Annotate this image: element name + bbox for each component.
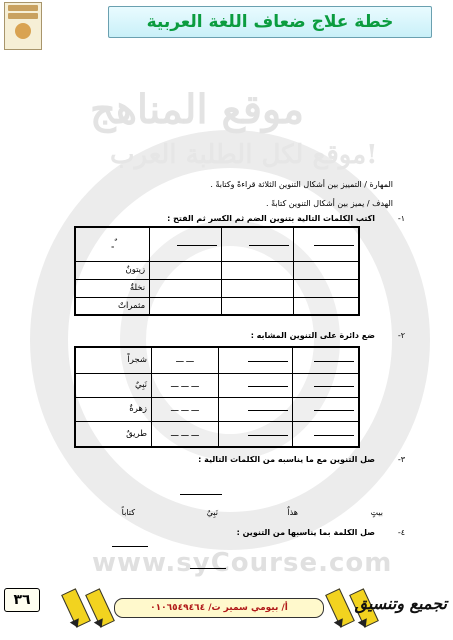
table-row bbox=[75, 347, 359, 373]
q3-word: نَبِيٌ bbox=[206, 508, 218, 517]
q4-prompt: صل الكلمة بما يناسبها من التنوين : bbox=[236, 528, 375, 537]
q1-word: نخلةٌ bbox=[75, 279, 150, 297]
watermark-ring bbox=[30, 130, 430, 550]
watermark-url: www.syCourse.com bbox=[92, 548, 393, 578]
q2-dots: ـــ ـــ bbox=[152, 347, 219, 373]
q2-dots: ـــ ـــ ـــ bbox=[152, 421, 219, 447]
answer-blank[interactable] bbox=[248, 409, 288, 411]
q4-number: ٤- bbox=[397, 528, 405, 537]
answer-blank[interactable] bbox=[314, 434, 354, 436]
q1-word: زيتونٌ bbox=[75, 261, 150, 279]
table-row bbox=[75, 421, 359, 447]
answer-blank[interactable] bbox=[314, 244, 354, 246]
author-badge bbox=[114, 598, 324, 618]
skill-text: المهارة / التمييز بين أشكال التنوين الثلاثة قراءةً وكتابةً . bbox=[210, 180, 393, 189]
q2-word: شجراً bbox=[75, 347, 152, 373]
answer-blank[interactable] bbox=[248, 434, 288, 436]
logo bbox=[4, 2, 42, 50]
q4-answer-line[interactable] bbox=[112, 546, 148, 547]
answer-blank[interactable] bbox=[248, 385, 288, 387]
q1-number: ١- bbox=[397, 214, 405, 223]
answer-blank[interactable] bbox=[249, 244, 289, 246]
q2-word: طريقٌ bbox=[75, 421, 152, 447]
table-row bbox=[75, 261, 359, 279]
q2-prompt: ضع دائرة على التنوين المشابه : bbox=[250, 331, 375, 340]
answer-blank[interactable] bbox=[314, 385, 354, 387]
page-header bbox=[108, 6, 432, 38]
pencil-icon bbox=[326, 590, 352, 630]
q3-prompt: صل التنوين مع ما يناسبه من الكلمات التالية : bbox=[198, 455, 375, 464]
q1-answer-cell[interactable] bbox=[150, 227, 222, 261]
q1-answer-cell[interactable] bbox=[222, 227, 294, 261]
q2-word: نَبِيٌ bbox=[75, 373, 152, 397]
q1-header-cell bbox=[75, 227, 150, 261]
table-row bbox=[75, 297, 359, 315]
table-row bbox=[75, 373, 359, 397]
goal-text: الهدف / يميز بين أشكال التنوين كتابةً . bbox=[266, 199, 393, 208]
q2-dots: ـــ ـــ ـــ bbox=[152, 397, 219, 421]
q1-word: مثمراتٌ bbox=[75, 297, 150, 315]
q1-header-marks: ٌ ٍ bbox=[111, 239, 114, 250]
pencil-icon bbox=[62, 590, 88, 630]
mascot-icon bbox=[15, 23, 31, 39]
table-row bbox=[75, 279, 359, 297]
pencil-icon bbox=[86, 590, 112, 630]
page-number: ٣٦ bbox=[4, 588, 40, 612]
q1-answer-cell[interactable] bbox=[294, 227, 359, 261]
table-row bbox=[75, 397, 359, 421]
watermark-title: موقع المناهج bbox=[90, 86, 305, 133]
q3-word: بيتٍ bbox=[370, 508, 383, 517]
watermark-subtitle: موقع لكل الطلبة العرب! bbox=[110, 140, 378, 170]
q3-word: هذاٌ bbox=[287, 508, 298, 517]
q2-table bbox=[74, 346, 360, 448]
page-title: خطة علاج ضعاف اللغة العربية bbox=[146, 12, 394, 32]
answer-blank[interactable] bbox=[177, 244, 217, 246]
q3-number: ٣- bbox=[397, 455, 405, 464]
answer-blank[interactable] bbox=[314, 409, 354, 411]
q4-answer-line[interactable] bbox=[190, 568, 226, 569]
q3-answer-line[interactable] bbox=[180, 494, 222, 495]
answer-blank[interactable] bbox=[248, 360, 288, 362]
footer-tagline: تجميع وتنسيق bbox=[354, 594, 447, 613]
answer-blank[interactable] bbox=[314, 360, 354, 362]
q3-word: كتاباً bbox=[121, 508, 135, 517]
q2-number: ٢- bbox=[397, 331, 405, 340]
q2-word: زهرةٌ bbox=[75, 397, 152, 421]
q1-prompt: اكتب الكلمات التالية بتنوين الضم ثم الكسر ثم الفتح : bbox=[167, 214, 375, 223]
q1-table bbox=[74, 226, 360, 316]
author-text: أ/ بيومي سمير ت/ ٠١٠٦٥٤٩٤٦٤ bbox=[150, 603, 288, 613]
q2-dots: ـــ ـــ ـــ bbox=[152, 373, 219, 397]
